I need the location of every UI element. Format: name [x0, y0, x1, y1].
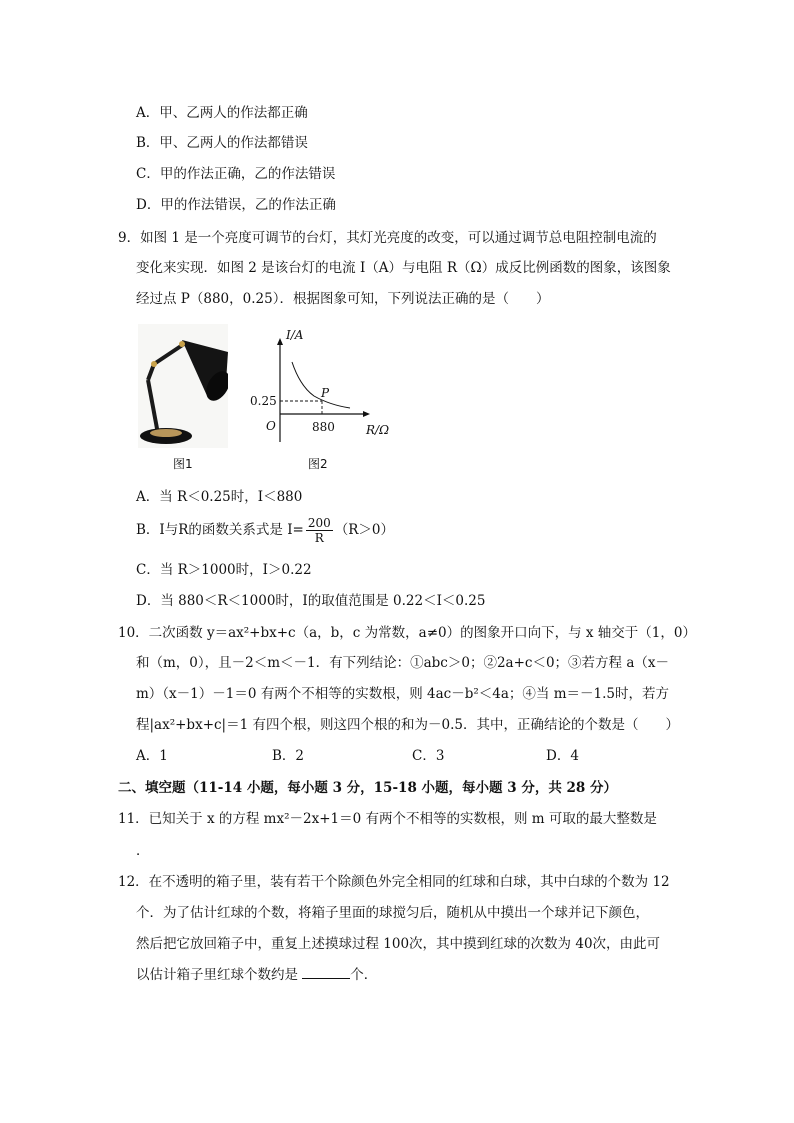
q9-option-b: [136, 516, 394, 545]
y-axis-label: I/A: [286, 328, 304, 342]
q12-line-3: 然后把它放回箱子中，重复上述摸球过程 100次，其中摸到红球的次数为 40次，由此可: [136, 936, 661, 952]
answer-blank[interactable]: [302, 966, 350, 979]
figure-1-caption: 图1: [173, 457, 193, 471]
q10-stem-line-1: 10．二次函数 y＝ax²+bx+c（a，b，c 为常数，a≠0）的图象开口向下，与 x 轴交于（1，0）: [118, 625, 696, 641]
q9-stem-line-3: 经过点 P（880，0.25）．根据图象可知，下列说法正确的是（ ）: [136, 291, 550, 307]
q12-line-4: [136, 966, 377, 984]
figure-1-lamp-photo: [138, 324, 228, 448]
q10-stem-line-2: 和（m，0），且－2＜m＜－1．有下列结论：①abc＞0；②2a+c＜0；③若方程 a（x－: [136, 655, 670, 671]
q10-option-c: C．3: [412, 748, 445, 764]
lamp-illustration: [138, 324, 228, 448]
q9-stem-line-2: 变化来实现．如图 2 是该台灯的电流 I（A）与电阻 R（Ω）成反比例函数的图象，该图象: [136, 260, 671, 276]
q10-option-d: D．4: [546, 748, 579, 764]
q10-stem-line-3: m）（x－1）－1＝0 有两个不相等的实数根，则 4ac－b²＜4a；④当 m＝－1.5时，若方: [136, 686, 669, 702]
figure-2-graph: [248, 326, 408, 446]
q12-line-4-suffix: 个．: [350, 967, 378, 983]
x-tick-label: 880: [312, 420, 335, 434]
q10-stem-line-4: 程|ax²+bx+c|＝1 有四个根，则这四个根的和为－0.5．其中，正确结论的个数是（ ）: [136, 717, 679, 733]
section-2-heading: 二、填空题（11-14 小题，每小题 3 分，15-18 小题，每小题 3 分，共 28 分）: [118, 780, 618, 796]
q10-option-a: A．1: [136, 748, 168, 764]
y-tick-label: 0.25: [250, 394, 277, 408]
q9-stem-line-1: 9．如图 1 是一个亮度可调节的台灯，其灯光亮度的改变，可以通过调节总电阻控制电流的: [118, 230, 657, 246]
q12-line-1: 12．在不透明的箱子里，装有若干个除颜色外完全相同的红球和白球，其中白球的个数为 12: [118, 874, 670, 890]
q11-line-2: ．: [136, 843, 150, 859]
q11-line-1: 11．已知关于 x 的方程 mx²－2x+1＝0 有两个不相等的实数根，则 m 可取的最大整数是: [118, 811, 657, 827]
q9-option-d: D．当 880＜R＜1000时，I的取值范围是 0.22＜I＜0.25: [136, 593, 486, 609]
x-axis-label: R/Ω: [366, 423, 390, 437]
q10-option-b: B．2: [272, 748, 305, 764]
q12-line-2: 个．为了估计红球的个数，将箱子里面的球搅匀后，随机从中摸出一个球并记下颜色，: [136, 905, 649, 921]
point-p-label: P: [321, 386, 330, 400]
figure-2-caption: 图2: [308, 457, 328, 471]
q8-option-c: C．甲的作法正确，乙的作法错误: [136, 166, 336, 182]
fraction-numerator: 200: [307, 516, 331, 530]
origin-label: O: [266, 419, 276, 433]
q9-option-c: C．当 R＞1000时，I＞0.22: [136, 562, 312, 578]
fraction-denominator: R: [314, 531, 324, 545]
q8-option-a: A．甲、乙两人的作法都正确: [136, 105, 308, 121]
q8-option-b: B．甲、乙两人的作法都错误: [136, 135, 308, 151]
q9-option-a: A．当 R＜0.25时，I＜880: [136, 489, 303, 505]
q8-option-d: D．甲的作法错误，乙的作法正确: [136, 197, 336, 213]
q9-option-b-prefix: B．I与R的函数关系式是 I=: [136, 522, 304, 538]
q9-option-b-suffix: （R＞0）: [334, 522, 395, 538]
q12-line-4-prefix: 以估计箱子里红球个数约是: [136, 967, 303, 983]
q9-option-b-fraction: [306, 516, 333, 545]
